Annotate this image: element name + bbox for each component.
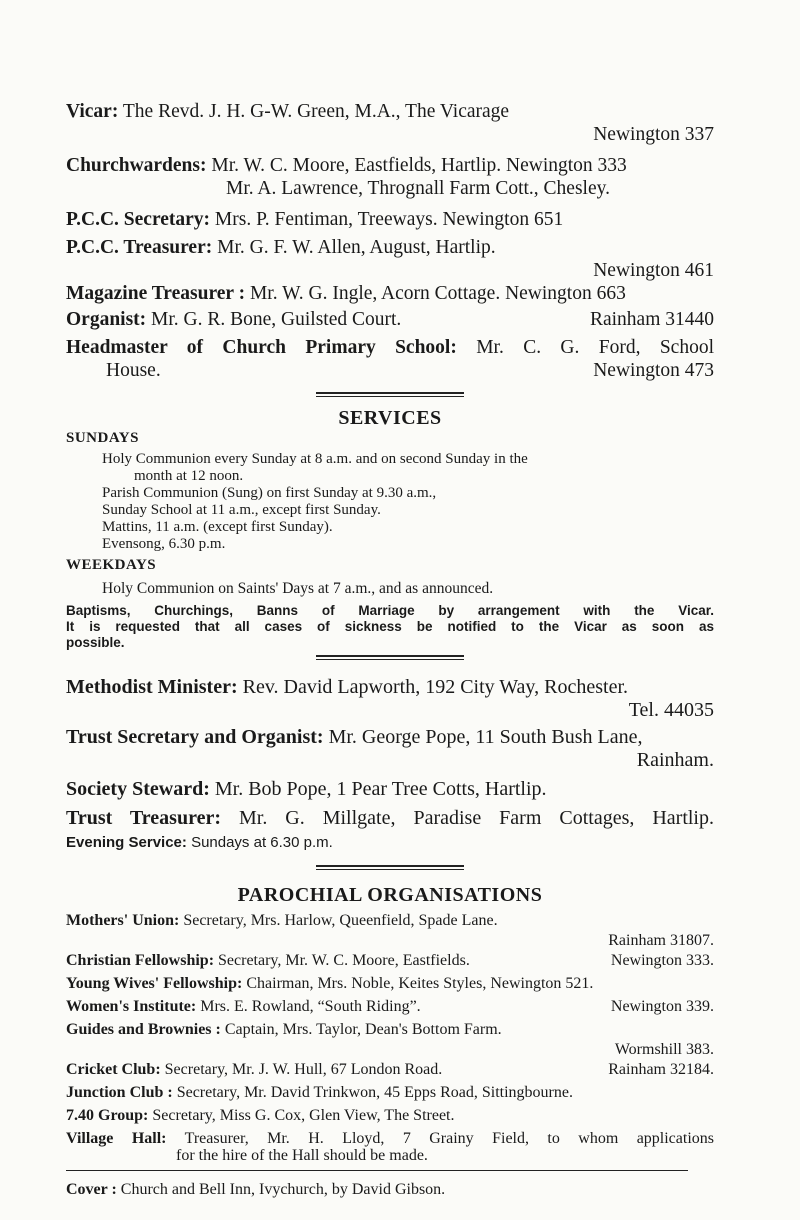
trust-secretary-label: Trust Secretary and Organist: [66,726,324,748]
minister-label: Methodist Minister: [66,676,238,698]
org-label: Mothers' Union: [66,912,180,929]
org-item [66,1083,714,1103]
methodist-minister-entry [66,676,714,722]
org-text: Treasurer, Mr. H. Lloyd, 7 Grainy Field, to whom applications [184,1130,715,1147]
trust-secretary-text: Mr. George Pope, 11 South Bush Lane, [328,726,643,748]
vicar-label: Vicar: [66,101,119,122]
headmaster-entry [66,336,714,382]
magazine-treasurer-text: Mr. W. G. Ingle, Acorn Cottage. Newington 663 [249,283,626,304]
org-item [66,1106,714,1126]
org-phone: Rainham 31807. [608,932,714,949]
pcc-secretary-entry [66,208,714,231]
trust-secretary-cont: Rainham. [636,749,714,771]
evening-text: Sundays at 6.30 p.m. [191,834,333,851]
org-label: Guides and Brownies : [66,1021,221,1038]
org-item [66,911,714,951]
org-label: Village Hall: [66,1130,167,1147]
pcc-secretary-text: Mrs. P. Fentiman, Treeways. Newington 651 [214,209,564,230]
org-label: Women's Institute: [66,998,197,1015]
vicar-phone: Newington 337 [593,124,714,145]
weekdays-label: WEEKDAYS [66,557,157,573]
organist-entry [66,308,714,331]
churchwardens-label: Churchwardens: [66,155,207,176]
headmaster-label: Headmaster of Church Primary School: [66,337,457,358]
pcc-treasurer-label: P.C.C. Treasurer: [66,237,213,258]
org-item [66,974,714,994]
sunday-line: month at 12 noon. [134,468,244,484]
churchwardens-entry [66,154,714,200]
trust-secretary-entry [66,726,714,772]
org-label: Junction Club : [66,1084,173,1101]
divider [66,1170,688,1171]
organist-phone: Rainham 31440 [589,309,714,330]
org-label: Cricket Club: [66,1061,161,1078]
steward-text: Mr. Bob Pope, 1 Pear Tree Cotts, Hartlip. [214,778,547,800]
trust-treasurer-label: Trust Treasurer: [66,807,221,829]
sunday-line: Sunday School at 11 a.m., except first Sunday. [102,502,381,518]
org-label: Young Wives' Fellowship: [66,975,243,992]
sunday-line: Evensong, 6.30 p.m. [102,536,226,552]
headmaster-cont: House. [106,360,161,381]
org-text: Captain, Mrs. Taylor, Dean's Bottom Farm. [224,1021,502,1038]
vicar-text: The Revd. J. H. G-W. Green, M.A., The Vicarage [122,101,510,122]
organist-text: Mr. G. R. Bone, Guilsted Court. [151,309,402,330]
services-notes [66,603,714,651]
org-label: 7.40 Group: [66,1107,149,1124]
minister-tel: Tel. 44035 [628,699,714,721]
parish-directory [66,100,714,1199]
steward-label: Society Steward: [66,778,210,800]
org-text: Secretary, Mrs. Harlow, Queenfield, Spade Lane. [183,912,498,929]
sunday-line: Mattins, 11 a.m. (except first Sunday). [102,519,333,535]
vicar-entry [66,100,714,146]
divider [316,865,464,870]
org-item [66,951,714,971]
org-phone: Newington 333. [610,952,714,969]
trust-treasurer-text: Mr. G. Millgate, Paradise Farm Cottages, Hartlip. [238,807,714,829]
society-steward-entry [66,778,714,801]
divider [316,392,464,397]
headmaster-text: Mr. C. G. Ford, School [476,337,714,358]
org-item [66,997,714,1017]
cover-entry [66,1181,714,1199]
org-text: Secretary, Miss G. Cox, Glen View, The Street. [152,1107,455,1124]
churchwardens-line1: Mr. W. C. Moore, Eastfields, Hartlip. Newington 333 [211,155,627,176]
pcc-treasurer-entry [66,236,714,282]
org-phone: Newington 339. [610,998,714,1015]
evening-label: Evening Service: [66,834,187,851]
weekdays-text: Holy Communion on Saints' Days at 7 a.m., and as announced. [102,580,494,597]
sunday-line: Parish Communion (Sung) on first Sunday at 9.30 a.m., [102,485,437,501]
sundays-label: SUNDAYS [66,430,139,446]
pcc-secretary-label: P.C.C. Secretary: [66,209,211,230]
magazine-treasurer-label: Magazine Treasurer : [66,283,246,304]
evening-service-entry [66,834,714,851]
org-item [66,1020,714,1060]
pcc-treasurer-phone: Newington 461 [593,260,714,281]
org-text: Mrs. E. Rowland, “South Riding”. [200,998,421,1015]
org-label: Christian Fellowship: [66,952,215,969]
cover-text: Church and Bell Inn, Ivychurch, by David Gibson. [120,1181,446,1198]
minister-text: Rev. David Lapworth, 192 City Way, Rochester. [242,676,629,698]
org-text: Secretary, Mr. J. W. Hull, 67 London Road. [164,1061,443,1078]
org-phone: Wormshill 383. [614,1041,714,1058]
pcc-treasurer-text: Mr. G. F. W. Allen, August, Hartlip. [217,237,496,258]
org-text: Secretary, Mr. David Trinkwon, 45 Epps Road, Sittingbourne. [176,1084,573,1101]
cover-label: Cover : [66,1181,117,1198]
org-text: Secretary, Mr. W. C. Moore, Eastfields. [218,952,470,969]
org-cont: for the hire of the Hall should be made. [176,1147,428,1164]
note-line: possible. [66,635,125,650]
headmaster-phone: Newington 473 [593,360,714,381]
organisations-list [66,911,714,1166]
org-text: Chairman, Mrs. Noble, Keites Styles, Newington 521. [246,975,594,992]
note-line: It is requested that all cases of sickness be notified to the Vicar as soon as [66,619,714,634]
services-heading: SERVICES [338,407,442,429]
note-line: Baptisms, Churchings, Banns of Marriage by arrangement with the Vicar. [66,603,714,618]
magazine-treasurer-entry [66,282,714,305]
org-item [66,1129,714,1166]
sunday-line: Holy Communion every Sunday at 8 a.m. and on second Sunday in the [102,451,528,467]
organisations-heading: PAROCHIAL ORGANISATIONS [237,884,543,906]
sundays-list [66,451,714,553]
org-item [66,1060,714,1080]
churchwardens-line2: Mr. A. Lawrence, Thrognall Farm Cott., Chesley. [226,178,610,199]
org-phone: Rainham 32184. [608,1061,714,1078]
organist-label: Organist: [66,309,147,330]
divider [316,655,464,660]
trust-treasurer-entry [66,807,714,830]
